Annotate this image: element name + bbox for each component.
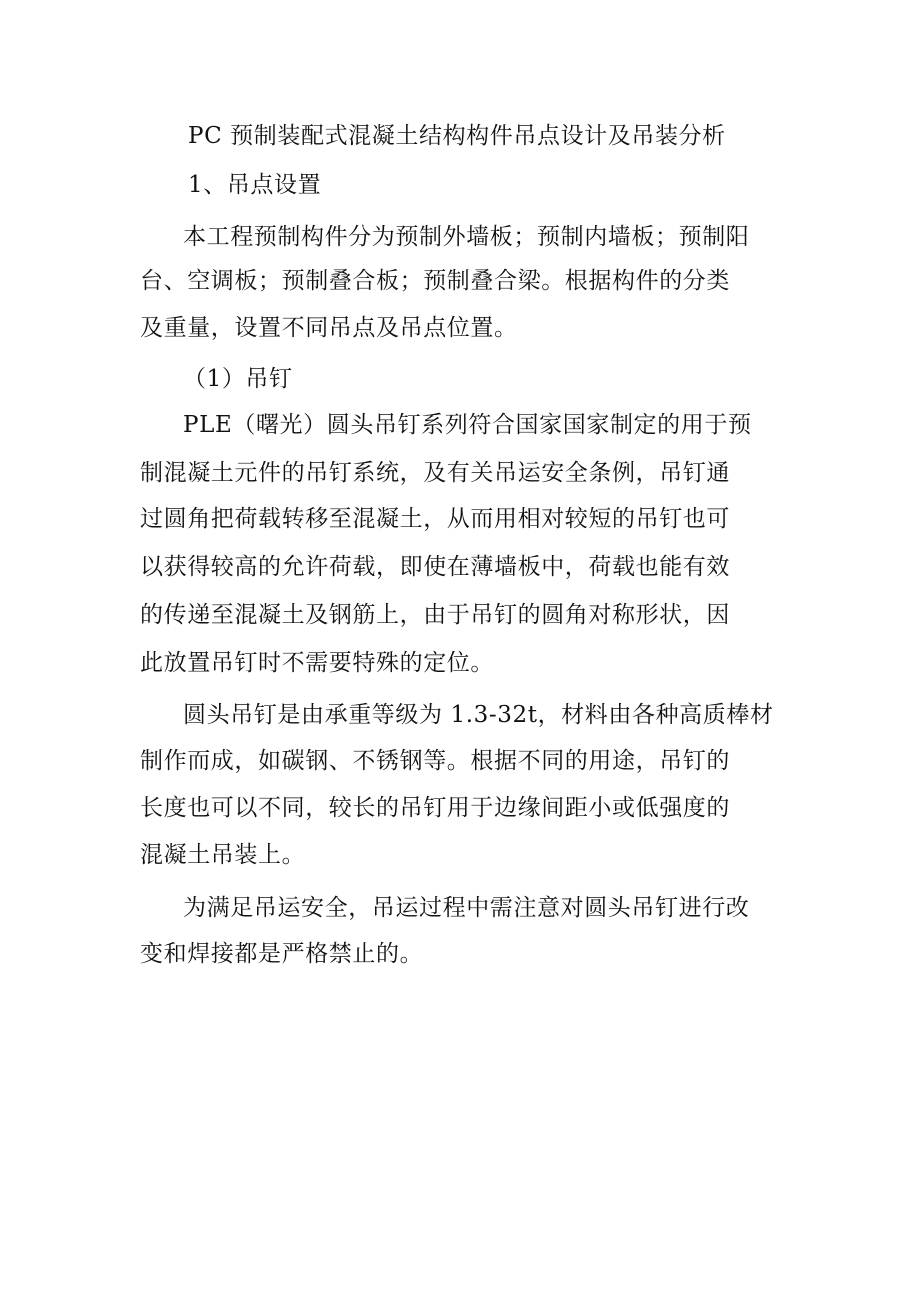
paragraph-line: 过圆角把荷载转移至混凝土，从而用相对较短的吊钉也可 <box>140 506 730 532</box>
paragraph-line: PLE（曙光）圆头吊钉系列符合国家国家制定的用于预 <box>183 412 752 438</box>
paragraph-line: 以获得较高的允许荷载，即使在薄墙板中，荷载也能有效 <box>140 554 730 580</box>
paragraph-line: 制混凝土元件的吊钉系统，及有关吊运安全条例，吊钉通 <box>140 460 730 486</box>
paragraph-line: 变和焊接都是严格禁止的。 <box>140 941 424 967</box>
paragraph-line: 的传递至混凝土及钢筋上，由于吊钉的圆角对称形状，因 <box>140 602 730 628</box>
paragraph-line: 为满足吊运安全，吊运过程中需注意对圆头吊钉进行改 <box>183 895 750 921</box>
paragraph-line: 本工程预制构件分为预制外墙板；预制内墙板；预制阳 <box>183 224 750 250</box>
paragraph-line: 长度也可以不同，较长的吊钉用于边缘间距小或低强度的 <box>140 795 730 821</box>
paragraph-line: 制作而成，如碳钢、不锈钢等。根据不同的用途，吊钉的 <box>140 748 730 774</box>
subheading: （1）吊钉 <box>183 366 293 392</box>
paragraph-line: 台、空调板；预制叠合板；预制叠合梁。根据构件的分类 <box>140 268 730 294</box>
document-title: PC 预制装配式混凝土结构构件吊点设计及吊装分析 <box>188 123 726 149</box>
paragraph-line: 及重量，设置不同吊点及吊点位置。 <box>140 315 518 341</box>
paragraph-line: 混凝土吊装上。 <box>140 842 306 868</box>
paragraph-line: 此放置吊钉时不需要特殊的定位。 <box>140 650 494 676</box>
paragraph-line: 圆头吊钉是由承重等级为 1.3-32t，材料由各种高质棒材 <box>183 702 774 728</box>
section-heading: 1、吊点设置 <box>188 172 322 198</box>
